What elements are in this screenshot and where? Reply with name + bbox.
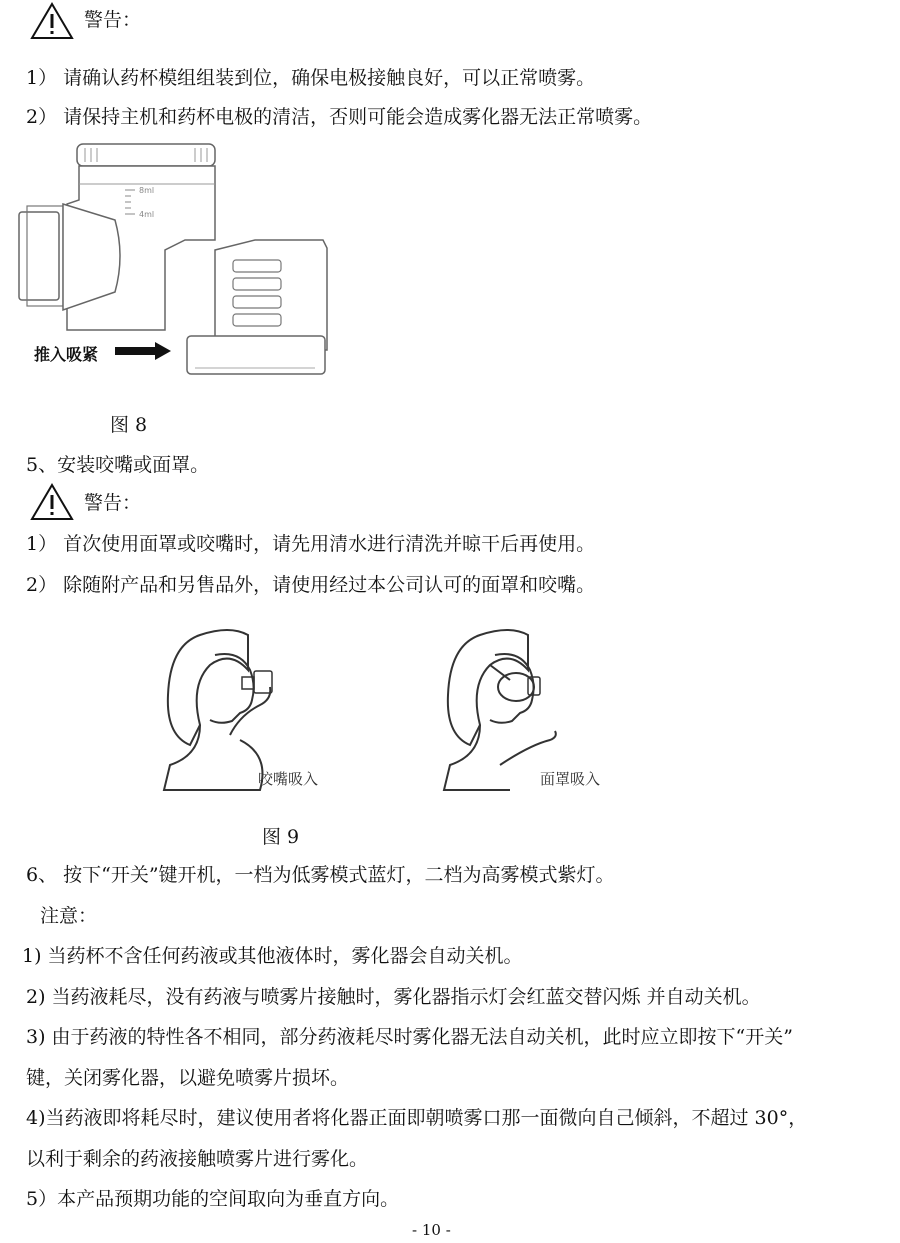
note-3-continued: 键，关闭雾化器，以避免喷雾片损坏。 (26, 1067, 350, 1089)
warning-icon (30, 2, 74, 44)
figure-8-caption: 图 8 (110, 414, 148, 436)
note-4: 4)当药液即将耗尽时，建议使用者将化器正面即朝喷雾口那一面微向自己倾斜，不超过 30°， (26, 1107, 808, 1129)
warning-item-2: 2） 请保持主机和药杯电极的清洁，否则可能会造成雾化器无法正常喷雾。 (26, 106, 653, 128)
note-5: 5）本产品预期功能的空间取向为垂直方向。 (26, 1188, 400, 1210)
page-number: - 10 - (412, 1221, 451, 1239)
mask-label: 面罩吸入 (540, 770, 601, 788)
warning-title: 警告： (84, 9, 142, 31)
note-1: 1) 当药杯不含任何药液或其他液体时，雾化器会自动关机。 (22, 945, 523, 967)
warning-triangle-icon (30, 2, 74, 40)
mouthpiece-label: 咬嘴吸入 (258, 770, 319, 788)
warning-title-2: 警告： (84, 492, 142, 514)
figure-9-caption: 图 9 (262, 826, 300, 848)
scale-8ml: 8ml (139, 186, 155, 195)
note-3: 3) 由于药液的特性各不相同，部分药液耗尽时雾化器无法自动关机，此时应立即按下“开关” (26, 1026, 793, 1048)
push-in-label: 推入吸紧 (34, 345, 99, 364)
step-5: 5、安装咬嘴或面罩。 (26, 454, 210, 476)
note-2: 2) 当药液耗尽，没有药液与喷雾片接触时，雾化器指示灯会红蓝交替闪烁 并自动关机。 (26, 986, 761, 1008)
warning2-item-2: 2） 除随附产品和另售品外，请使用经过本公司认可的面罩和咬嘴。 (26, 574, 596, 596)
warning-triangle-icon (30, 483, 74, 521)
step-6: 6、 按下“开关”键开机，一档为低雾模式蓝灯，二档为高雾模式紫灯。 (26, 864, 615, 886)
scale-4ml: 4ml (139, 210, 155, 219)
warning-item-1: 1） 请确认药杯模组组装到位，确保电极接触良好，可以正常喷雾。 (26, 67, 596, 89)
warning2-item-1: 1） 首次使用面罩或咬嘴时，请先用清水进行清洗并晾干后再使用。 (26, 533, 596, 555)
warning-icon-2 (30, 483, 74, 525)
note-4-continued: 以利于剩余的药液接触喷雾片进行雾化。 (26, 1148, 369, 1170)
notes-title: 注意： (40, 905, 98, 927)
